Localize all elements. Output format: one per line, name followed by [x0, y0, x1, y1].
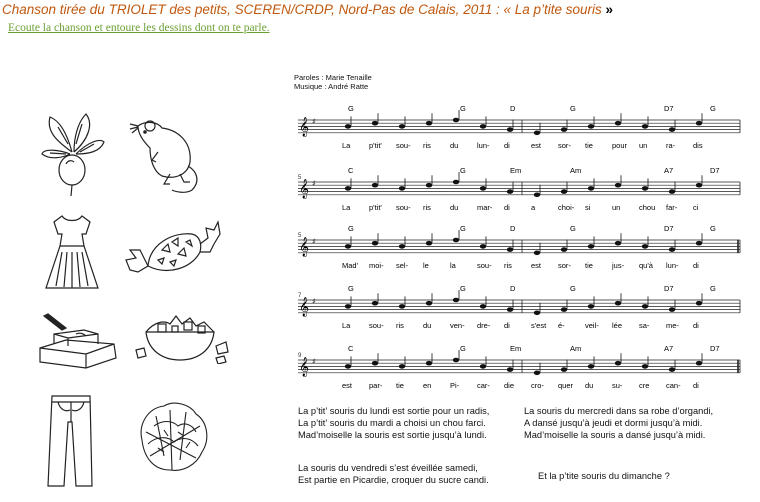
lyric-syllable: pour	[612, 141, 628, 150]
music-note	[534, 251, 540, 256]
chord-symbol: C	[348, 166, 354, 175]
music-note	[345, 364, 351, 369]
verse-line: Est partie en Picardie, croquer du sucre candi.	[298, 475, 489, 485]
music-note	[507, 367, 513, 372]
music-note	[480, 124, 486, 129]
music-note	[399, 124, 405, 129]
verse-line: Et la p’tite souris du dimanche ?	[538, 471, 670, 481]
music-note	[426, 361, 432, 366]
lyrics-credit: Paroles : Marie Tenaille	[294, 73, 372, 82]
lyric-syllable: cre	[639, 381, 650, 390]
music-note	[480, 244, 486, 249]
chord-symbol: C	[348, 344, 354, 353]
radish-drawing[interactable]	[38, 112, 108, 197]
chord-symbol: G	[570, 104, 576, 113]
lyric-syllable: tie	[585, 141, 593, 150]
chord-symbol: Am	[570, 344, 582, 353]
music-note	[615, 121, 621, 126]
chord-symbol: A7	[664, 344, 674, 353]
chord-symbol: D	[510, 104, 516, 113]
key-signature-sharp: ♯	[312, 179, 316, 188]
music-note	[480, 364, 486, 369]
chord-symbol: D7	[710, 344, 720, 353]
lyric-syllable: choi-	[558, 203, 575, 212]
lyric-syllable: un	[639, 141, 648, 150]
measure-number: 5	[298, 233, 302, 239]
music-note	[507, 247, 513, 252]
music-note	[669, 127, 675, 132]
pants-drawing[interactable]	[46, 392, 96, 488]
music-note	[426, 121, 432, 126]
music-note	[372, 241, 378, 246]
music-note	[696, 301, 702, 306]
title-closing-quote: »	[605, 2, 614, 17]
music-credit: Musique : André Ratte	[294, 82, 369, 91]
chord-symbol: Em	[510, 166, 522, 175]
music-note	[507, 127, 513, 132]
music-note	[615, 301, 621, 306]
lyric-syllable: sou-	[396, 203, 411, 212]
lyric-syllable: du	[450, 203, 459, 212]
cabbage-drawing[interactable]	[134, 396, 212, 476]
mouse-drawing[interactable]	[128, 112, 206, 194]
chord-symbol: D	[510, 284, 516, 293]
lyric-syllable: Pi-	[450, 381, 460, 390]
music-note	[669, 247, 675, 252]
chord-symbol: G	[570, 224, 576, 233]
lyric-syllable: ra-	[666, 141, 676, 150]
key-signature-sharp: ♯	[312, 237, 316, 246]
lyric-syllable: lée	[612, 321, 623, 330]
lyric-syllable: chou	[639, 203, 656, 212]
lyric-syllable: en	[423, 381, 432, 390]
lyric-syllable: dre-	[477, 321, 491, 330]
chord-symbol: G	[460, 284, 466, 293]
music-note	[534, 131, 540, 136]
lyric-syllable: lun-	[666, 261, 679, 270]
verse-line: La p’tit’ souris du mardi a choisi un chou farci.	[298, 418, 486, 428]
music-note	[561, 307, 567, 312]
music-note	[696, 121, 702, 126]
music-note	[588, 244, 594, 249]
verse-block-left-bottom	[298, 462, 489, 486]
music-note	[453, 118, 459, 123]
music-note	[453, 358, 459, 363]
music-note	[561, 127, 567, 132]
lyric-syllable: La	[342, 141, 351, 150]
music-note	[426, 301, 432, 306]
music-note	[345, 124, 351, 129]
chord-symbol: G	[348, 284, 354, 293]
sheet-music	[292, 98, 744, 400]
treble-clef-icon: 𝄞	[299, 357, 310, 377]
chord-symbol: D7	[664, 284, 674, 293]
music-note	[615, 241, 621, 246]
music-note	[561, 189, 567, 194]
chord-symbol: G	[710, 104, 716, 113]
key-signature-sharp: ♯	[312, 117, 316, 126]
lyric-syllable: si	[585, 203, 591, 212]
candy-drawing[interactable]	[122, 214, 222, 286]
music-note	[372, 301, 378, 306]
lyric-syllable: mar-	[477, 203, 493, 212]
chord-symbol: D7	[664, 104, 674, 113]
chord-symbol: G	[460, 166, 466, 175]
chord-symbol: G	[460, 344, 466, 353]
music-note	[372, 361, 378, 366]
treble-clef-icon: 𝄞	[299, 297, 310, 317]
music-note	[696, 183, 702, 188]
music-note	[588, 186, 594, 191]
music-note	[669, 189, 675, 194]
music-note	[480, 186, 486, 191]
lyric-syllable: est	[531, 261, 542, 270]
page-title: Chanson tirée du TRIOLET des petits, SCEREN/CRDP, Nord-Pas de Calais, 2011 : « La p’tite souris »	[2, 2, 614, 17]
verse-block-right-top	[524, 405, 713, 441]
lyric-syllable: La	[342, 321, 351, 330]
chord-symbol: D7	[664, 224, 674, 233]
music-note	[696, 361, 702, 366]
music-note	[615, 183, 621, 188]
chord-symbol: D7	[710, 166, 720, 175]
lyric-syllable: ci	[693, 203, 699, 212]
music-note	[642, 124, 648, 129]
music-note	[399, 364, 405, 369]
lyric-syllable: qu'à	[639, 261, 653, 270]
music-note	[399, 244, 405, 249]
verse-line: A dansé jusqu’à jeudi et dormi jusqu’à midi.	[524, 418, 703, 428]
music-note	[588, 124, 594, 129]
music-note	[696, 241, 702, 246]
salad-bowl-drawing[interactable]	[134, 310, 230, 364]
verse-block-right-bottom	[538, 470, 670, 482]
chord-symbol: G	[460, 224, 466, 233]
lyric-syllable: ris	[423, 141, 431, 150]
music-note	[453, 238, 459, 243]
chord-symbol: D	[510, 224, 516, 233]
lyric-syllable: sou-	[369, 321, 384, 330]
lyric-syllable: La	[342, 203, 351, 212]
measure-number: 5	[298, 175, 302, 181]
music-note	[399, 186, 405, 191]
lyric-syllable: sou-	[396, 141, 411, 150]
chord-symbol: A7	[664, 166, 674, 175]
treble-clef-icon: 𝄞	[299, 237, 310, 257]
lyric-syllable: ris	[423, 203, 431, 212]
verse-line: La p’tit’ souris du lundi est sortie pour un radis,	[298, 406, 490, 416]
chord-symbol: Am	[570, 166, 582, 175]
key-signature-sharp: ♯	[312, 297, 316, 306]
chord-symbol: G	[348, 224, 354, 233]
verse-block-left-top	[298, 405, 489, 441]
music-note	[669, 307, 675, 312]
lyric-syllable: du	[423, 321, 432, 330]
lyric-syllable: dis	[693, 141, 703, 150]
chord-symbol: G	[710, 224, 716, 233]
lyric-syllable: s'est	[531, 321, 547, 330]
lyric-syllable: ris	[504, 261, 512, 270]
lyric-syllable: di	[504, 141, 510, 150]
lyric-syllable: me-	[666, 321, 679, 330]
measure-number: 7	[298, 293, 302, 299]
lyric-syllable: can-	[666, 381, 681, 390]
music-note	[588, 364, 594, 369]
lyric-syllable: lun-	[477, 141, 490, 150]
music-note	[534, 193, 540, 198]
chord-symbol: G	[710, 284, 716, 293]
chord-symbol: Em	[510, 344, 522, 353]
music-note	[399, 304, 405, 309]
music-note	[372, 183, 378, 188]
music-note	[345, 304, 351, 309]
chord-symbol: G	[348, 104, 354, 113]
lyric-syllable: le	[423, 261, 429, 270]
lyric-syllable: di	[504, 203, 510, 212]
treble-clef-icon: 𝄞	[299, 117, 310, 137]
lyric-syllable: ven-	[450, 321, 465, 330]
chord-symbol: G	[460, 104, 466, 113]
music-note	[588, 304, 594, 309]
lyric-syllable: di	[693, 381, 699, 390]
dress-drawing[interactable]	[42, 212, 102, 292]
lyric-syllable: p'tit'	[369, 203, 382, 212]
music-note	[426, 241, 432, 246]
lyric-syllable: du	[585, 381, 594, 390]
lyric-syllable: sou-	[477, 261, 492, 270]
measure-number: 9	[298, 353, 302, 359]
music-note	[642, 304, 648, 309]
lyric-syllable: sor-	[558, 261, 571, 270]
music-note	[507, 307, 513, 312]
lyric-syllable: quer	[558, 381, 574, 390]
song-credits	[294, 73, 372, 91]
music-note	[453, 298, 459, 303]
music-note	[561, 247, 567, 252]
lyric-syllable: a	[531, 203, 536, 212]
lyric-syllable: di	[693, 321, 699, 330]
lyric-syllable: veil-	[585, 321, 599, 330]
lyric-syllable: far-	[666, 203, 678, 212]
verse-line: La souris du vendredi s’est éveillée samedi,	[298, 463, 478, 473]
lyric-syllable: moi-	[369, 261, 384, 270]
lyric-syllable: di	[504, 321, 510, 330]
lyric-syllable: cro-	[531, 381, 544, 390]
music-note	[345, 244, 351, 249]
lyric-syllable: du	[450, 141, 459, 150]
lyric-syllable: jus-	[612, 261, 625, 270]
music-note	[372, 121, 378, 126]
lyric-syllable: su-	[612, 381, 623, 390]
music-note	[453, 180, 459, 185]
music-note	[669, 367, 675, 372]
lyric-syllable: sa-	[639, 321, 650, 330]
music-note	[642, 186, 648, 191]
lyric-syllable: é-	[558, 321, 565, 330]
music-note	[534, 371, 540, 376]
butter-drawing[interactable]	[36, 312, 120, 372]
verse-line: Mad’moiselle la souris a dansé jusqu’à midi.	[524, 430, 706, 440]
lyric-syllable: ris	[396, 321, 404, 330]
verse-line: Mad’moiselle la souris est sortie jusqu’à lundi.	[298, 430, 487, 440]
treble-clef-icon: 𝄞	[299, 179, 310, 199]
music-note	[480, 304, 486, 309]
lyric-syllable: la	[450, 261, 456, 270]
music-note	[345, 186, 351, 191]
lyric-syllable: sor-	[558, 141, 571, 150]
key-signature-sharp: ♯	[312, 357, 316, 366]
lyric-syllable: sel-	[396, 261, 409, 270]
lyric-syllable: tie	[396, 381, 404, 390]
music-note	[642, 244, 648, 249]
music-note	[615, 361, 621, 366]
chord-symbol: G	[570, 284, 576, 293]
music-note	[642, 364, 648, 369]
lyric-syllable: car-	[477, 381, 490, 390]
lyric-syllable: Mad'	[342, 261, 359, 270]
music-note	[561, 367, 567, 372]
lyric-syllable: est	[342, 381, 353, 390]
lyric-syllable: p'tit'	[369, 141, 382, 150]
lyric-syllable: di	[693, 261, 699, 270]
lyric-syllable: die	[504, 381, 515, 390]
lyric-syllable: un	[612, 203, 621, 212]
lyric-syllable: par-	[369, 381, 383, 390]
music-note	[534, 311, 540, 316]
instruction-link[interactable]: Ecoute la chanson et entoure les dessins dont on te parle.	[8, 22, 270, 34]
lyric-syllable: tie	[585, 261, 593, 270]
lyric-syllable: est	[531, 141, 542, 150]
verse-line: La souris du mercredi dans sa robe d’organdi,	[524, 406, 714, 416]
music-note	[507, 189, 513, 194]
music-note	[426, 183, 432, 188]
